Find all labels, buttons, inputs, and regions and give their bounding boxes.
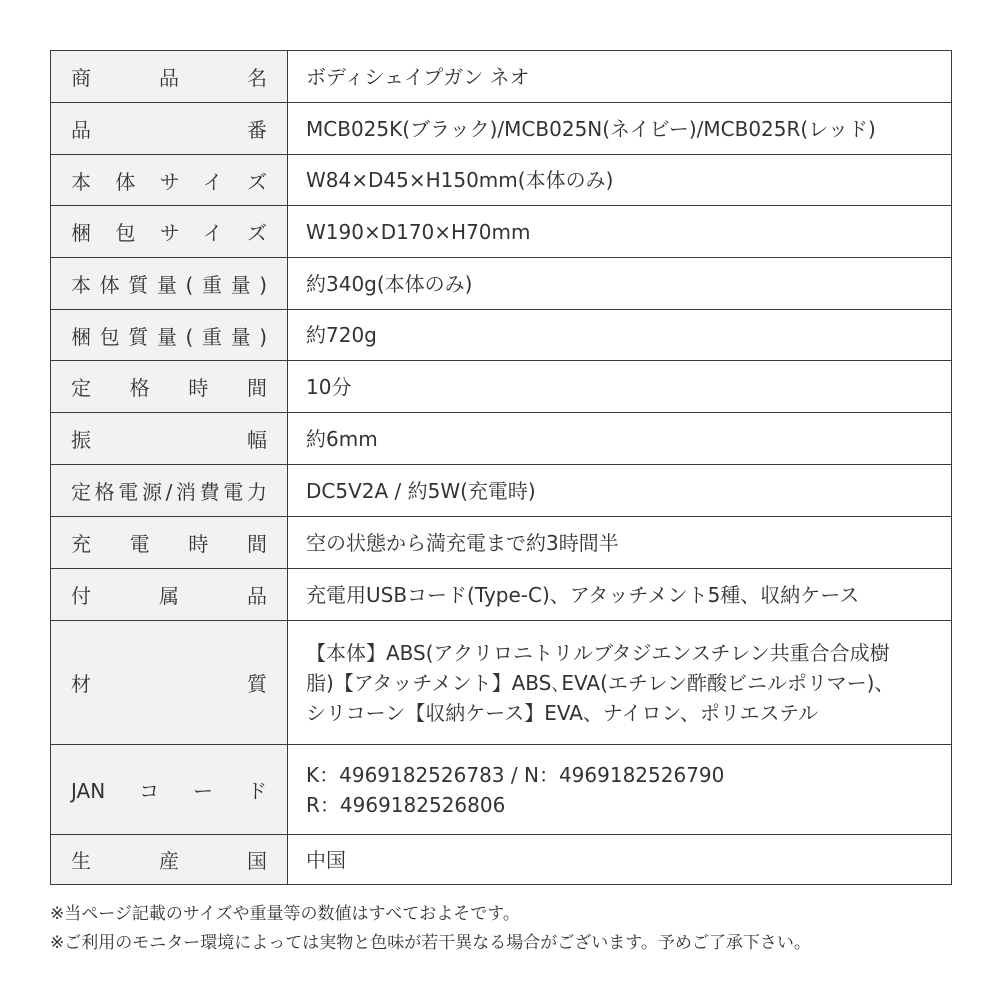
spec-value — [288, 621, 952, 745]
footnote: ※ご利用のモニター環境によっては実物と色味が若干異なる場合がございます。予めご了承下さい。 — [50, 933, 811, 953]
spec-value — [288, 155, 952, 206]
spec-label: 生産国 — [51, 835, 288, 885]
spec-row — [51, 310, 952, 361]
spec-label: 材質 — [51, 621, 288, 745]
spec-value-line: 脂)【アタッチメント】ABS､EVA(エチレン酢酸ビニルポリマー)、 — [306, 670, 895, 695]
footnote: ※当ページ記載のサイズや重量等の数値はすべておよそです。 — [50, 904, 520, 924]
spec-table — [50, 50, 952, 885]
spec-value-line: 【本体】ABS(アクリロニトリルブタジエンスチレン共重合合成樹 — [306, 640, 890, 665]
spec-row — [51, 413, 952, 465]
spec-value — [288, 310, 952, 361]
spec-label: 梱包サイズ — [51, 206, 288, 258]
spec-value — [288, 258, 952, 310]
spec-value — [288, 517, 952, 569]
spec-value — [288, 413, 952, 465]
spec-row — [51, 206, 952, 258]
spec-row — [51, 361, 952, 413]
spec-value-line: 充電用USBコード(Type-C)、アタッチメント5種、収納ケース — [306, 582, 860, 607]
spec-row — [51, 569, 952, 621]
spec-label: 品番 — [51, 103, 288, 155]
spec-value-line: W190×D170×H70mm — [306, 219, 531, 244]
spec-value-line: 空の状態から満充電まで約3時間半 — [306, 530, 619, 555]
spec-value — [288, 745, 952, 835]
spec-label: 梱包質量(重量) — [51, 310, 288, 361]
spec-value — [288, 835, 952, 885]
spec-value — [288, 51, 952, 103]
spec-value — [288, 103, 952, 155]
spec-row — [51, 745, 952, 835]
spec-value-line: 約340g(本体のみ) — [306, 271, 473, 296]
spec-label: JANコード — [51, 745, 288, 835]
spec-row — [51, 155, 952, 206]
spec-value — [288, 206, 952, 258]
spec-value-line: K：4969182526783 / N：4969182526790 — [306, 762, 725, 787]
spec-value-line: 中国 — [306, 847, 346, 872]
spec-value-line: MCB025K(ブラック)/MCB025N(ネイビー)/MCB025R(レッド) — [306, 116, 876, 141]
spec-label: 定格時間 — [51, 361, 288, 413]
spec-label: 本体質量(重量) — [51, 258, 288, 310]
spec-value-line: シリコーン【収納ケース】EVA、ナイロン、ポリエステル — [306, 700, 819, 725]
spec-value-line: 約720g — [306, 323, 377, 347]
spec-label: 充電時間 — [51, 517, 288, 569]
spec-value-line: DC5V2A / 約5W(充電時) — [306, 478, 536, 503]
spec-row — [51, 258, 952, 310]
spec-label: 本体サイズ — [51, 155, 288, 206]
spec-row — [51, 621, 952, 745]
spec-row — [51, 517, 952, 569]
spec-value-line: 10分 — [306, 374, 352, 399]
spec-row — [51, 465, 952, 517]
spec-value — [288, 465, 952, 517]
spec-label: 商品名 — [51, 51, 288, 103]
spec-label: 振幅 — [51, 413, 288, 465]
spec-row — [51, 835, 952, 885]
spec-row — [51, 51, 952, 103]
spec-value-line: W84×D45×H150mm(本体のみ) — [306, 168, 614, 192]
spec-value-line: R：4969182526806 — [306, 792, 506, 817]
footnotes — [50, 900, 811, 958]
spec-label: 定格電源/消費電力 — [51, 465, 288, 517]
spec-label: 付属品 — [51, 569, 288, 621]
spec-value-line: 約6mm — [306, 426, 378, 451]
spec-row — [51, 103, 952, 155]
spec-value — [288, 569, 952, 621]
spec-value-line: ボディシェイプガン ネオ — [306, 64, 530, 89]
spec-value — [288, 361, 952, 413]
